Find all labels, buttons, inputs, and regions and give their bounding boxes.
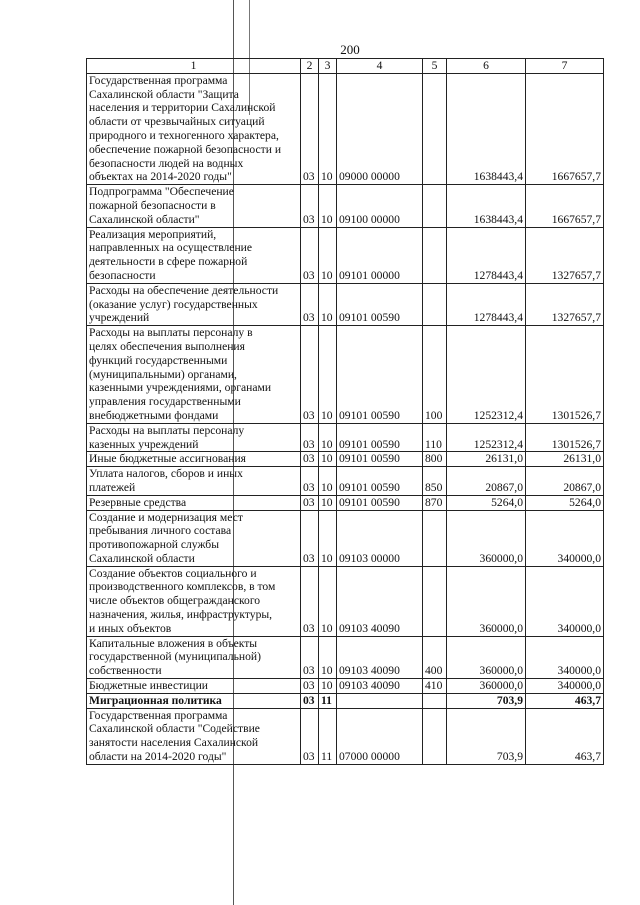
- row-name-text: Расходы на выплаты персоналу в целях обеспечения выполнения функций государственными (муниципальными) органами, казенными учреждениями, органами управления государственными внебюджетными фондами: [89, 326, 272, 422]
- row-subsection-cell: 10: [319, 636, 337, 678]
- row-name-text: Иные бюджетные ассигнования: [89, 452, 246, 466]
- row-amount-year2-cell: 26131,0: [526, 452, 604, 467]
- row-amount-year1-cell: 703,9: [447, 708, 526, 764]
- row-expense-type-cell: 100: [423, 326, 447, 424]
- row-amount-year1-cell: 26131,0: [447, 452, 526, 467]
- row-name-cell: [87, 227, 301, 283]
- row-amount-year2-cell: 1301526,7: [526, 326, 604, 424]
- col-header: 4: [337, 59, 423, 74]
- row-name-cell: [87, 679, 301, 694]
- table-row: [87, 283, 604, 325]
- row-target-article-cell: 09101 00590: [337, 467, 423, 496]
- row-section-cell: 03: [301, 467, 319, 496]
- row-subsection-cell: 11: [319, 693, 337, 708]
- row-amount-year2-cell: 463,7: [526, 693, 604, 708]
- row-target-article-cell: 09103 40090: [337, 566, 423, 636]
- row-subsection-cell: 10: [319, 326, 337, 424]
- row-target-article-cell: 09101 00590: [337, 495, 423, 510]
- row-amount-year2-cell: 1327657,7: [526, 283, 604, 325]
- row-section-cell: 03: [301, 423, 319, 452]
- row-amount-year1-cell: 703,9: [447, 693, 526, 708]
- row-subsection-cell: 10: [319, 510, 337, 566]
- row-amount-year2-cell: 340000,0: [526, 510, 604, 566]
- row-target-article-cell: 09103 40090: [337, 679, 423, 694]
- row-name-cell: [87, 452, 301, 467]
- row-name-cell: [87, 185, 301, 227]
- col-header: 6: [447, 59, 526, 74]
- row-name-text: Государственная программа Сахалинской области "Защита населения и территории Сахалинской области от чрезвычайных ситуаций природного и техногенного характера, обеспечение пожарной безопасности и безопасности людей на водных объектах на 2014-2020 годы": [89, 73, 282, 184]
- row-section-cell: 03: [301, 227, 319, 283]
- row-subsection-cell: 10: [319, 185, 337, 227]
- row-expense-type-cell: [423, 708, 447, 764]
- row-target-article-cell: 07000 00000: [337, 708, 423, 764]
- table-row: [87, 326, 604, 424]
- row-name-cell: [87, 283, 301, 325]
- row-subsection-cell: 10: [319, 283, 337, 325]
- row-amount-year2-cell: 1667657,7: [526, 73, 604, 184]
- col-header: 1: [87, 59, 301, 74]
- row-subsection-cell: 10: [319, 423, 337, 452]
- row-name-text: Государственная программа Сахалинской области "Содействие занятости населения Сахалинской области на 2014-2020 годы": [89, 708, 260, 764]
- row-target-article-cell: 09101 00590: [337, 423, 423, 452]
- row-name-cell: [87, 636, 301, 678]
- row-section-cell: 03: [301, 566, 319, 636]
- row-name-text: Подпрограмма "Обеспечение пожарной безопасности в Сахалинской области": [89, 185, 234, 226]
- row-expense-type-cell: 400: [423, 636, 447, 678]
- row-expense-type-cell: [423, 510, 447, 566]
- row-name-cell: [87, 693, 301, 708]
- row-amount-year1-cell: 1252312,4: [447, 326, 526, 424]
- row-amount-year1-cell: 1638443,4: [447, 185, 526, 227]
- row-name-cell: [87, 326, 301, 424]
- table-row: [87, 73, 604, 184]
- row-amount-year2-cell: 340000,0: [526, 636, 604, 678]
- row-section-cell: 03: [301, 73, 319, 184]
- row-subsection-cell: 10: [319, 467, 337, 496]
- table-row: [87, 679, 604, 694]
- row-amount-year1-cell: 1252312,4: [447, 423, 526, 452]
- row-amount-year2-cell: 340000,0: [526, 566, 604, 636]
- row-target-article-cell: 09000 00000: [337, 73, 423, 184]
- table-row: [87, 423, 604, 452]
- row-name-text: Миграционная политика: [89, 693, 222, 707]
- row-subsection-cell: 10: [319, 566, 337, 636]
- table-row: [87, 693, 604, 708]
- row-amount-year1-cell: 360000,0: [447, 510, 526, 566]
- row-section-cell: 03: [301, 452, 319, 467]
- row-name-cell: [87, 73, 301, 184]
- row-amount-year1-cell: 360000,0: [447, 679, 526, 694]
- row-section-cell: 03: [301, 636, 319, 678]
- row-name-text: Создание объектов социального и производственного комплексов, в том числе объектов общегражданского назначения, жилья, инфраструктуры, и иных объектов: [89, 566, 276, 635]
- row-section-cell: 03: [301, 283, 319, 325]
- row-name-text: Капитальные вложения в объекты государственной (муниципальной) собственности: [89, 636, 261, 678]
- row-expense-type-cell: 870: [423, 495, 447, 510]
- col-header: 3: [319, 59, 337, 74]
- row-name-cell: [87, 566, 301, 636]
- row-target-article-cell: 09103 40090: [337, 636, 423, 678]
- row-name-text: Расходы на обеспечение деятельности (оказание услуг) государственных учреждений: [89, 283, 279, 325]
- row-subsection-cell: 10: [319, 452, 337, 467]
- table-header-row: [87, 59, 604, 74]
- row-name-text: Бюджетные инвестиции: [89, 679, 209, 693]
- row-expense-type-cell: [423, 283, 447, 325]
- row-expense-type-cell: 410: [423, 679, 447, 694]
- row-name-cell: [87, 510, 301, 566]
- row-target-article-cell: 09100 00000: [337, 185, 423, 227]
- table-row: [87, 495, 604, 510]
- col-header: 5: [423, 59, 447, 74]
- row-amount-year2-cell: 340000,0: [526, 679, 604, 694]
- row-section-cell: 03: [301, 693, 319, 708]
- row-name-text: Расходы на выплаты персоналу казенных учреждений: [89, 423, 245, 451]
- row-expense-type-cell: [423, 566, 447, 636]
- table-row: [87, 510, 604, 566]
- row-target-article-cell: [337, 693, 423, 708]
- row-expense-type-cell: [423, 185, 447, 227]
- row-expense-type-cell: 850: [423, 467, 447, 496]
- row-amount-year2-cell: 5264,0: [526, 495, 604, 510]
- row-amount-year1-cell: 1638443,4: [447, 73, 526, 184]
- col-header: 2: [301, 59, 319, 74]
- row-target-article-cell: 09101 00000: [337, 227, 423, 283]
- row-amount-year2-cell: 20867,0: [526, 467, 604, 496]
- row-target-article-cell: 09101 00590: [337, 283, 423, 325]
- row-expense-type-cell: 110: [423, 423, 447, 452]
- row-subsection-cell: 10: [319, 679, 337, 694]
- row-section-cell: 03: [301, 510, 319, 566]
- row-amount-year2-cell: 463,7: [526, 708, 604, 764]
- row-amount-year1-cell: 1278443,4: [447, 227, 526, 283]
- row-section-cell: 03: [301, 185, 319, 227]
- table-row: [87, 227, 604, 283]
- row-name-cell: [87, 423, 301, 452]
- row-amount-year2-cell: 1301526,7: [526, 423, 604, 452]
- row-expense-type-cell: [423, 73, 447, 184]
- row-name-text: Резервные средства: [89, 495, 187, 509]
- row-amount-year1-cell: 360000,0: [447, 636, 526, 678]
- table-row: [87, 566, 604, 636]
- row-name-text: Создание и модернизация мест пребывания личного состава противопожарной службы Сахалинской области: [89, 510, 243, 565]
- table-row: [87, 636, 604, 678]
- row-name-text: Реализация мероприятий, направленных на осуществление деятельности в сфере пожарной безопасности: [89, 227, 252, 282]
- col-header: 7: [526, 59, 604, 74]
- row-section-cell: 03: [301, 679, 319, 694]
- row-subsection-cell: 10: [319, 73, 337, 184]
- row-target-article-cell: 09103 00000: [337, 510, 423, 566]
- row-section-cell: 03: [301, 326, 319, 424]
- row-amount-year2-cell: 1667657,7: [526, 185, 604, 227]
- row-subsection-cell: 10: [319, 227, 337, 283]
- row-target-article-cell: 09101 00590: [337, 326, 423, 424]
- table-row: [87, 185, 604, 227]
- row-amount-year1-cell: 20867,0: [447, 467, 526, 496]
- row-amount-year1-cell: 360000,0: [447, 566, 526, 636]
- row-expense-type-cell: [423, 693, 447, 708]
- row-subsection-cell: 10: [319, 495, 337, 510]
- row-amount-year1-cell: 5264,0: [447, 495, 526, 510]
- table-row: [87, 452, 604, 467]
- row-expense-type-cell: 800: [423, 452, 447, 467]
- table-row: [87, 467, 604, 496]
- table-row: [87, 708, 604, 764]
- row-name-text: Уплата налогов, сборов и иных платежей: [89, 467, 243, 494]
- row-name-cell: [87, 467, 301, 496]
- page-number: 200: [340, 42, 360, 57]
- row-section-cell: 03: [301, 708, 319, 764]
- row-amount-year1-cell: 1278443,4: [447, 283, 526, 325]
- budget-table: [86, 58, 604, 765]
- row-expense-type-cell: [423, 227, 447, 283]
- row-name-cell: [87, 708, 301, 764]
- row-amount-year2-cell: 1327657,7: [526, 227, 604, 283]
- row-section-cell: 03: [301, 495, 319, 510]
- row-subsection-cell: 11: [319, 708, 337, 764]
- row-name-cell: [87, 495, 301, 510]
- row-target-article-cell: 09101 00590: [337, 452, 423, 467]
